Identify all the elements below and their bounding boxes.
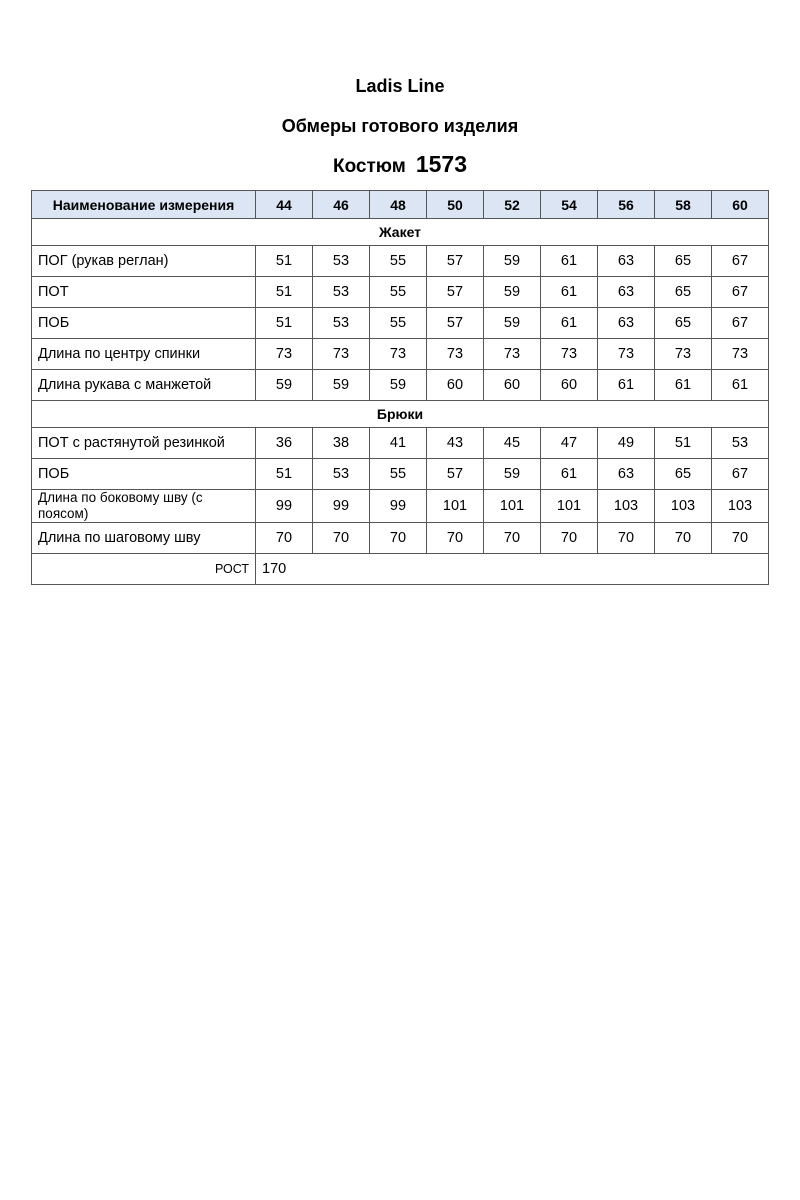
measurement-value: 70 xyxy=(598,523,655,554)
measurement-value: 60 xyxy=(427,370,484,401)
measurement-value: 65 xyxy=(655,246,712,277)
measurement-value: 99 xyxy=(313,490,370,523)
measurement-value: 59 xyxy=(256,370,313,401)
measurement-label: ПОГ (рукав реглан) xyxy=(32,246,256,277)
measurement-value: 70 xyxy=(712,523,769,554)
measurement-label: Длина по центру спинки xyxy=(32,339,256,370)
measurement-label: Длина рукава с манжетой xyxy=(32,370,256,401)
size-header: 60 xyxy=(712,191,769,219)
measurement-value: 60 xyxy=(541,370,598,401)
measurement-value: 65 xyxy=(655,277,712,308)
measurement-value: 59 xyxy=(313,370,370,401)
section-row xyxy=(32,219,769,246)
measurement-value: 38 xyxy=(313,428,370,459)
measurement-value: 65 xyxy=(655,459,712,490)
measurement-value: 67 xyxy=(712,308,769,339)
measurement-value: 70 xyxy=(541,523,598,554)
table-row xyxy=(32,428,769,459)
table-row xyxy=(32,277,769,308)
measurement-value: 55 xyxy=(370,308,427,339)
size-header: 52 xyxy=(484,191,541,219)
table-row xyxy=(32,370,769,401)
measurement-value: 61 xyxy=(541,277,598,308)
rost-empty-cell xyxy=(313,554,769,585)
measurement-value: 60 xyxy=(484,370,541,401)
measurement-value: 55 xyxy=(370,459,427,490)
table-row xyxy=(32,308,769,339)
title-number: 1573 xyxy=(415,151,468,177)
measurement-value: 103 xyxy=(655,490,712,523)
measurement-value: 73 xyxy=(370,339,427,370)
measurement-value: 63 xyxy=(598,308,655,339)
measurement-value: 45 xyxy=(484,428,541,459)
measurement-value: 67 xyxy=(712,459,769,490)
measurement-value: 36 xyxy=(256,428,313,459)
measurement-value: 57 xyxy=(427,308,484,339)
measurement-value: 61 xyxy=(541,459,598,490)
table-body xyxy=(32,219,769,585)
measurement-label: ПОТ с растянутой резинкой xyxy=(32,428,256,459)
rost-value: 170 xyxy=(256,554,313,585)
size-header: 50 xyxy=(427,191,484,219)
measurement-value: 63 xyxy=(598,246,655,277)
measurement-value: 51 xyxy=(256,308,313,339)
size-header: 44 xyxy=(256,191,313,219)
measurement-label: Длина по боковому шву (с поясом) xyxy=(32,490,256,523)
measurement-value: 51 xyxy=(256,277,313,308)
measurement-value: 73 xyxy=(712,339,769,370)
table-row xyxy=(32,523,769,554)
measurement-value: 73 xyxy=(484,339,541,370)
measurement-value: 59 xyxy=(484,246,541,277)
header-row xyxy=(32,191,769,219)
measurement-value: 53 xyxy=(712,428,769,459)
size-header: 54 xyxy=(541,191,598,219)
measurement-value: 67 xyxy=(712,277,769,308)
table-row xyxy=(32,246,769,277)
measurement-value: 70 xyxy=(370,523,427,554)
measurement-value: 53 xyxy=(313,459,370,490)
measurement-value: 103 xyxy=(598,490,655,523)
measurement-value: 61 xyxy=(541,246,598,277)
measurement-value: 101 xyxy=(427,490,484,523)
measurement-value: 43 xyxy=(427,428,484,459)
measurement-value: 57 xyxy=(427,459,484,490)
measurement-value: 73 xyxy=(256,339,313,370)
measurement-label: ПОБ xyxy=(32,308,256,339)
measurement-value: 67 xyxy=(712,246,769,277)
section-title: Брюки xyxy=(32,401,769,428)
table-row xyxy=(32,339,769,370)
measurement-value: 47 xyxy=(541,428,598,459)
measurement-value: 63 xyxy=(598,459,655,490)
measurement-value: 61 xyxy=(712,370,769,401)
measurement-value: 57 xyxy=(427,277,484,308)
measurement-value: 101 xyxy=(541,490,598,523)
measurement-value: 61 xyxy=(598,370,655,401)
rost-label: РОСТ xyxy=(32,554,256,585)
measurement-value: 99 xyxy=(370,490,427,523)
measurement-value: 73 xyxy=(598,339,655,370)
section-title: Жакет xyxy=(32,219,769,246)
measurement-value: 59 xyxy=(484,459,541,490)
measurement-value: 70 xyxy=(484,523,541,554)
size-header: 56 xyxy=(598,191,655,219)
measurement-value: 41 xyxy=(370,428,427,459)
size-header: 58 xyxy=(655,191,712,219)
measurement-value: 99 xyxy=(256,490,313,523)
measurement-label: Длина по шаговому шву xyxy=(32,523,256,554)
measurement-value: 61 xyxy=(541,308,598,339)
measurement-value: 73 xyxy=(313,339,370,370)
measurement-value: 53 xyxy=(313,308,370,339)
measurement-value: 59 xyxy=(484,308,541,339)
measurement-value: 101 xyxy=(484,490,541,523)
measurement-value: 59 xyxy=(484,277,541,308)
size-header: 48 xyxy=(370,191,427,219)
measurements-table xyxy=(31,190,769,585)
measurement-value: 70 xyxy=(256,523,313,554)
rost-row xyxy=(32,554,769,585)
measurement-value: 65 xyxy=(655,308,712,339)
measurement-label: ПОТ xyxy=(32,277,256,308)
header-label: Наименование измерения xyxy=(32,191,256,219)
section-row xyxy=(32,401,769,428)
measurement-value: 49 xyxy=(598,428,655,459)
measurement-value: 55 xyxy=(370,277,427,308)
title-label: Костюм xyxy=(332,156,406,177)
measurement-value: 73 xyxy=(655,339,712,370)
measurement-value: 55 xyxy=(370,246,427,277)
measurement-label: ПОБ xyxy=(32,459,256,490)
document-subtitle: Обмеры готового изделия xyxy=(281,116,519,136)
size-header: 46 xyxy=(313,191,370,219)
measurement-value: 73 xyxy=(427,339,484,370)
table-row xyxy=(32,459,769,490)
measurement-value: 70 xyxy=(655,523,712,554)
measurement-value: 73 xyxy=(541,339,598,370)
measurement-value: 53 xyxy=(313,277,370,308)
measurement-value: 70 xyxy=(427,523,484,554)
measurement-value: 59 xyxy=(370,370,427,401)
brand-name: Ladis Line xyxy=(355,76,445,96)
measurement-value: 61 xyxy=(655,370,712,401)
measurement-value: 51 xyxy=(655,428,712,459)
measurement-value: 57 xyxy=(427,246,484,277)
document-title xyxy=(0,151,800,178)
table-row xyxy=(32,490,769,523)
measurement-value: 51 xyxy=(256,246,313,277)
measurement-value: 53 xyxy=(313,246,370,277)
measurement-value: 70 xyxy=(313,523,370,554)
measurement-value: 103 xyxy=(712,490,769,523)
measurement-value: 51 xyxy=(256,459,313,490)
measurement-value: 63 xyxy=(598,277,655,308)
